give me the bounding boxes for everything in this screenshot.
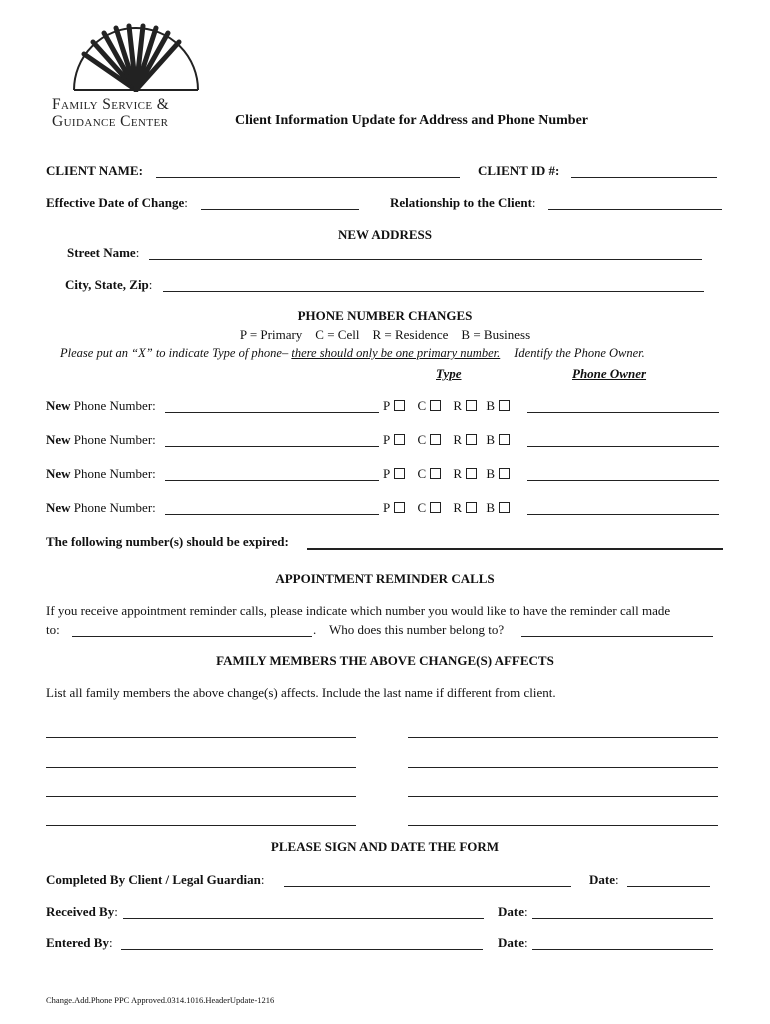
type-b-checkbox[interactable]	[499, 468, 510, 479]
effective-date-label: Effective Date of Change	[46, 195, 185, 210]
family-member-field[interactable]	[46, 737, 356, 738]
city-label: City, State, Zip	[65, 277, 149, 292]
client-name-field[interactable]	[156, 177, 460, 178]
family-member-field[interactable]	[408, 796, 718, 797]
received-label: Received By	[46, 904, 115, 919]
reminder-to-label: to:	[46, 622, 60, 637]
effective-date-row: Effective Date of Change:	[46, 195, 188, 210]
entered-label: Entered By	[46, 935, 109, 950]
phone-type-options	[383, 432, 510, 448]
type-b-checkbox[interactable]	[499, 434, 510, 445]
type-c-checkbox[interactable]	[430, 502, 441, 513]
reminder-heading: APPOINTMENT REMINDER CALLS	[275, 571, 495, 586]
type-p-label: P	[383, 398, 391, 413]
phone-instruction	[60, 346, 645, 361]
family-text: List all family members the above change(s) affects. Include the last name if different from client.	[46, 685, 556, 700]
phone-number-field[interactable]	[165, 412, 379, 413]
type-p-checkbox[interactable]	[394, 400, 405, 411]
phone-instruction-a: Please put an “X” to indicate Type of phone–	[60, 346, 292, 360]
reminder-text: If you receive appointment reminder calls, please indicate which number you would like to have the reminder call made	[46, 603, 671, 618]
type-c-checkbox[interactable]	[430, 434, 441, 445]
completed-signature-field[interactable]	[284, 886, 571, 887]
type-r-checkbox[interactable]	[466, 468, 477, 479]
phone-label-rest: Phone Number:	[70, 500, 156, 515]
expired-label: The following number(s) should be expired:	[46, 534, 289, 549]
reminder-owner-field[interactable]	[521, 636, 713, 637]
relationship-field[interactable]	[548, 209, 722, 210]
phone-label	[46, 398, 156, 414]
logo-text	[52, 96, 169, 130]
type-b-label: B	[486, 432, 495, 447]
type-c-label: C	[417, 466, 427, 481]
page-title: Client Information Update for Address and Phone Number	[235, 113, 589, 128]
phone-type-options	[383, 398, 510, 414]
date-label: Date	[589, 872, 615, 887]
type-r-label: R	[453, 432, 463, 447]
entered-signature-field[interactable]	[121, 949, 483, 950]
family-member-field[interactable]	[46, 825, 356, 826]
phone-label	[46, 432, 156, 448]
family-member-field[interactable]	[408, 767, 718, 768]
phone-heading: PHONE NUMBER CHANGES	[297, 308, 473, 323]
completed-row: Completed By Client / Legal Guardian:	[46, 872, 265, 887]
type-c-checkbox[interactable]	[430, 468, 441, 479]
type-c-checkbox[interactable]	[430, 400, 441, 411]
type-r-label: R	[453, 500, 463, 515]
phone-label-new: New	[46, 432, 71, 447]
phone-owner-field[interactable]	[527, 446, 719, 447]
sunburst-logo-icon	[66, 20, 206, 92]
phone-owner-field[interactable]	[527, 412, 719, 413]
phone-label-new: New	[46, 466, 71, 481]
phone-legend: P = Primary C = Cell R = Residence B = Business	[239, 327, 531, 342]
sign-heading: PLEASE SIGN AND DATE THE FORM	[270, 839, 500, 854]
received-date-field[interactable]	[532, 918, 713, 919]
date-label: Date	[498, 904, 524, 919]
date-label: Date	[498, 935, 524, 950]
phone-label	[46, 466, 156, 482]
received-date-row: Date:	[498, 904, 528, 919]
type-p-label: P	[383, 500, 391, 515]
family-heading: FAMILY MEMBERS THE ABOVE CHANGE(S) AFFECTS	[216, 653, 554, 668]
expired-field[interactable]	[307, 548, 723, 550]
type-r-checkbox[interactable]	[466, 434, 477, 445]
phone-number-field[interactable]	[165, 446, 379, 447]
type-c-label: C	[417, 500, 427, 515]
type-p-label: P	[383, 432, 391, 447]
type-b-checkbox[interactable]	[499, 502, 510, 513]
owner-column-header: Phone Owner	[572, 366, 647, 381]
phone-label	[46, 500, 156, 516]
type-b-label: B	[486, 466, 495, 481]
type-p-label: P	[383, 466, 391, 481]
type-p-checkbox[interactable]	[394, 468, 405, 479]
phone-owner-field[interactable]	[527, 480, 719, 481]
client-id-label: CLIENT ID #:	[478, 163, 560, 178]
family-member-field[interactable]	[408, 737, 718, 738]
type-column-header: Type	[436, 366, 462, 381]
type-c-label: C	[417, 398, 427, 413]
street-field[interactable]	[149, 259, 702, 260]
family-member-field[interactable]	[46, 796, 356, 797]
reminder-number-field[interactable]	[72, 636, 312, 637]
street-row: Street Name:	[67, 245, 140, 260]
phone-label-rest: Phone Number:	[70, 398, 156, 413]
completed-date-row: Date:	[589, 872, 619, 887]
family-member-field[interactable]	[46, 767, 356, 768]
entered-date-row: Date:	[498, 935, 528, 950]
phone-number-field[interactable]	[165, 514, 379, 515]
type-p-checkbox[interactable]	[394, 434, 405, 445]
phone-number-field[interactable]	[165, 480, 379, 481]
type-r-checkbox[interactable]	[466, 502, 477, 513]
received-signature-field[interactable]	[123, 918, 484, 919]
entered-date-field[interactable]	[532, 949, 713, 950]
type-b-checkbox[interactable]	[499, 400, 510, 411]
reminder-belong-label: Who does this number belong to?	[329, 622, 505, 637]
type-b-label: B	[486, 398, 495, 413]
phone-instruction-b: there should only be one primary number.	[291, 346, 501, 360]
phone-type-options	[383, 466, 510, 482]
completed-label: Completed By Client / Legal Guardian	[46, 872, 261, 887]
client-id-field[interactable]	[571, 177, 717, 178]
phone-type-options	[383, 500, 510, 516]
received-row: Received By:	[46, 904, 118, 919]
type-b-label: B	[486, 500, 495, 515]
footer-code: Change.Add.Phone PPC Approved.0314.1016.HeaderUpdate-1216	[46, 995, 275, 1005]
type-r-checkbox[interactable]	[466, 400, 477, 411]
phone-label-new: New	[46, 398, 71, 413]
street-label: Street Name	[67, 245, 136, 260]
family-member-field[interactable]	[408, 825, 718, 826]
type-p-checkbox[interactable]	[394, 502, 405, 513]
logo	[46, 20, 226, 130]
phone-label-rest: Phone Number:	[70, 432, 156, 447]
reminder-period: .	[313, 622, 317, 637]
client-name-label: CLIENT NAME:	[46, 163, 143, 178]
relationship-label: Relationship to the Client	[390, 195, 532, 210]
entered-row: Entered By:	[46, 935, 113, 950]
type-r-label: R	[453, 398, 463, 413]
phone-instruction-c: Identify the Phone Owner.	[514, 346, 645, 360]
effective-date-field[interactable]	[201, 209, 359, 210]
type-c-label: C	[417, 432, 427, 447]
type-r-label: R	[453, 466, 463, 481]
city-row: City, State, Zip:	[65, 277, 153, 292]
phone-label-rest: Phone Number:	[70, 466, 156, 481]
logo-line1: Family Service &	[52, 96, 170, 113]
logo-line2: Guidance Center	[52, 113, 169, 130]
relationship-row: Relationship to the Client:	[390, 195, 536, 210]
new-address-heading: NEW ADDRESS	[337, 227, 433, 242]
phone-owner-field[interactable]	[527, 514, 719, 515]
city-field[interactable]	[163, 291, 704, 292]
phone-label-new: New	[46, 500, 71, 515]
completed-date-field[interactable]	[627, 886, 710, 887]
